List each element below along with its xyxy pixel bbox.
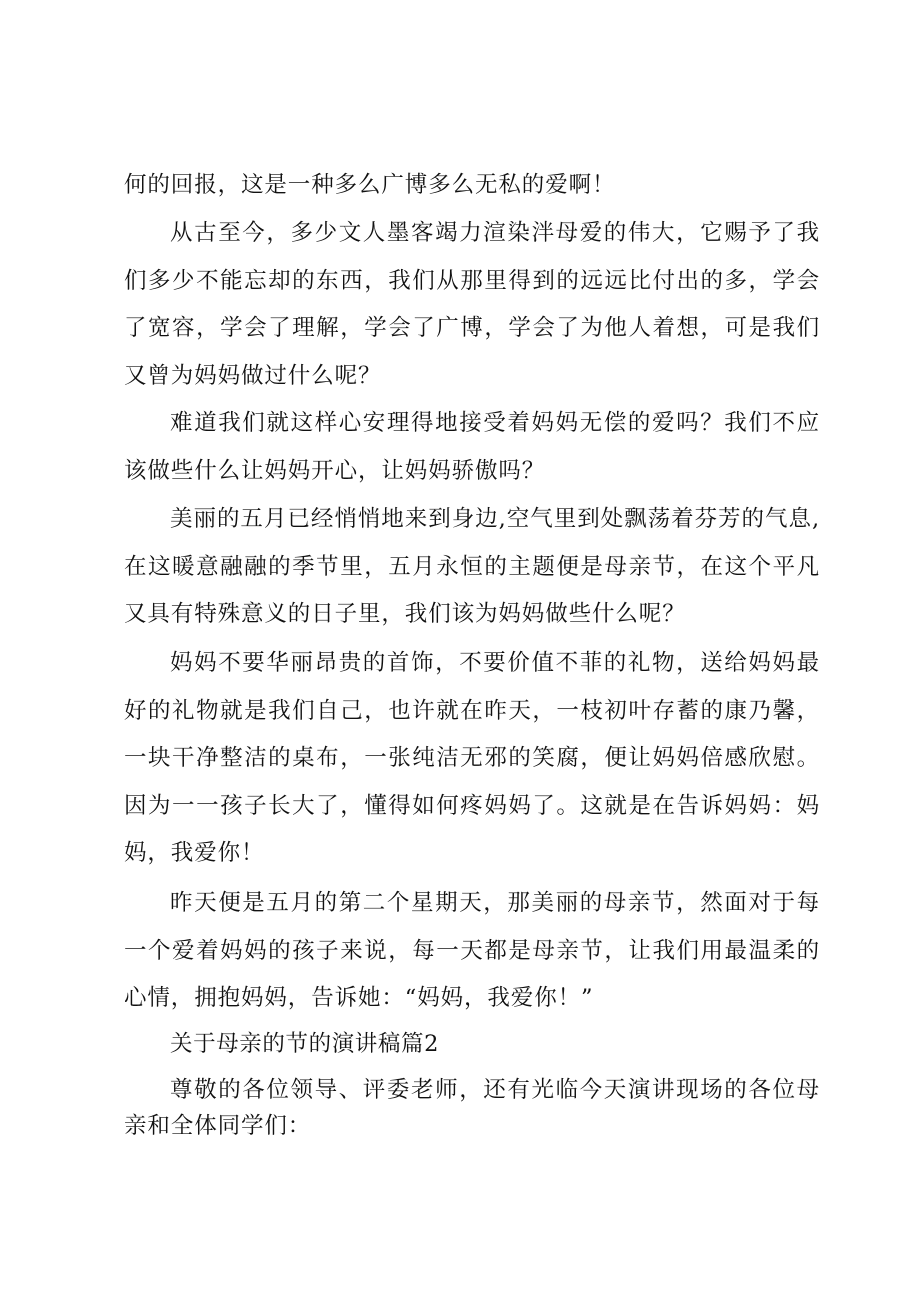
paragraph-may: 美丽的五月已经悄悄地来到身边,空气里到处飘荡着芬芳的气息,在这暖意融融的季节里，五月永恒的主题便是母亲节，在这个平凡又具有特殊意义的日子里，我们该为妈妈做些什么呢？ <box>124 506 820 627</box>
paragraph-literati-mother-love: 从古至今，多少文人墨客竭力渲染泮母爱的伟大，它赐予了我们多少不能忘却的东西，我们从那里得到的远远比付出的多，学会了宽容，学会了理解，学会了广博，学会了为他人着想，可是我们又曾为妈妈做过什么呢？ <box>124 220 820 389</box>
paragraph-continuation: 何的回报，这是一种多么广博多么无私的爱啊！ <box>124 172 616 198</box>
paragraph-greeting: 尊敬的各位领导、评委老师，还有光临今天演讲现场的各位母亲和全体同学们： <box>124 1077 820 1139</box>
paragraph-gift: 妈妈不要华丽昂贵的首饰，不要价值不菲的礼物，送给妈妈最好的礼物就是我们自己，也许就在昨天，一枝初叶存蓄的康乃馨，一块干净整洁的桌布，一张纯洁无邪的笑腐，便让妈妈倍感欣慰。因为一一孩子长大了，懂得如何疼妈妈了。这就是在告诉妈妈：妈妈，我爱你！ <box>124 650 820 866</box>
paragraph-mothers-day: 昨天便是五月的第二个星期天，那美丽的母亲节，然面对于每一个爱着妈妈的孩子来说，每一天都是母亲节，让我们用最温柔的心情，拥抱妈妈，告诉她：“妈妈，我爱你！” <box>124 890 820 1011</box>
paragraph-accept-love: 难道我们就这样心安理得地接受着妈妈无偿的爱吗？我们不应该做些什么让妈妈开心，让妈妈骄傲吗？ <box>124 410 820 484</box>
section-title: 关于母亲的节的演讲稿篇2 <box>170 1031 440 1057</box>
